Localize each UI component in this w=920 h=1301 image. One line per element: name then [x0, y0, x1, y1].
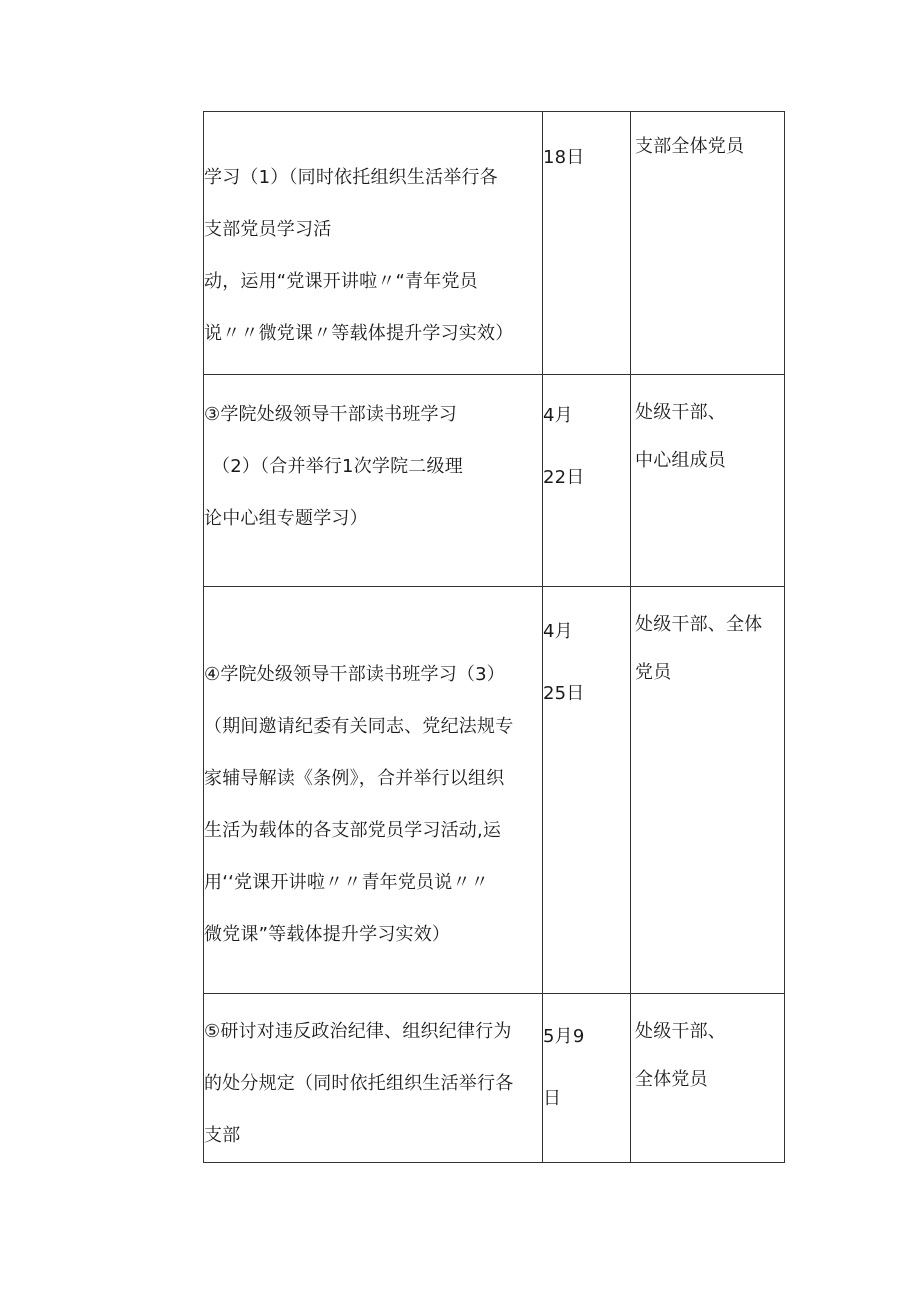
- date-line: 18日: [543, 147, 585, 168]
- table-row: [204, 587, 785, 994]
- activity-line: 支部: [204, 1125, 241, 1146]
- activity-line: 说〃〃微党课〃等载体提升学习实效）: [204, 323, 514, 344]
- activity-cell: [204, 112, 543, 375]
- participants-line: 支部全体党员: [635, 136, 745, 157]
- activity-line: ③学院处级领导干部读书班学习: [204, 404, 457, 425]
- activity-line: ④学院处级领导干部读书班学习（3）: [204, 664, 505, 685]
- activity-line: 学习（1）（同时依托组织生活举行各: [204, 167, 498, 188]
- participants-line: 处级干部、全体: [635, 614, 763, 635]
- activity-line: ⑤研讨对违反政治纪律、组织纪律行为: [204, 1021, 512, 1042]
- table-row: [204, 375, 785, 587]
- activity-cell: [204, 994, 543, 1163]
- date-cell: [543, 112, 631, 375]
- activity-cell: [204, 587, 543, 994]
- table-row: [204, 994, 785, 1163]
- activity-line: 支部党员学习活: [204, 219, 332, 240]
- date-cell: [543, 994, 631, 1163]
- activity-line: 家辅导解读《条例》，合并举行以组织: [204, 768, 505, 789]
- activity-line: 生活为载体的各支部党员学习活动,运: [204, 820, 502, 841]
- date-line: 22日: [543, 467, 585, 488]
- date-line: 日: [543, 1088, 562, 1109]
- activity-line: （2）（合并举行1次学院二级理: [212, 456, 463, 477]
- table-row: [204, 112, 785, 375]
- date-cell: [543, 375, 631, 587]
- activity-line: （期间邀请纪委有关同志、党纪法规专: [204, 716, 514, 737]
- participants-cell: [631, 112, 785, 375]
- date-line: 25日: [543, 683, 585, 704]
- participants-line: 处级干部、: [635, 1021, 726, 1042]
- activity-line: 动，运用“党课开讲啦〃“青年党员: [204, 271, 478, 292]
- activity-line: 用‘‘党课开讲啦〃〃青年党员说〃〃: [204, 872, 489, 893]
- date-line: 5月9: [543, 1026, 585, 1047]
- schedule-table: [203, 111, 785, 1163]
- participants-line: 党员: [635, 662, 672, 683]
- date-cell: [543, 587, 631, 994]
- participants-line: 全体党员: [635, 1069, 708, 1090]
- activity-line: 的处分规定（同时依托组织生活举行各: [204, 1073, 514, 1094]
- participants-line: 中心组成员: [635, 450, 726, 471]
- participants-cell: [631, 587, 785, 994]
- participants-cell: [631, 994, 785, 1163]
- activity-cell: [204, 375, 543, 587]
- participants-cell: [631, 375, 785, 587]
- activity-line: 微党课”等载体提升学习实效）: [204, 924, 451, 945]
- date-line: 4月: [543, 621, 573, 642]
- participants-line: 处级干部、: [635, 402, 726, 423]
- activity-line: 论中心组专题学习）: [204, 508, 368, 529]
- date-line: 4月: [543, 405, 573, 426]
